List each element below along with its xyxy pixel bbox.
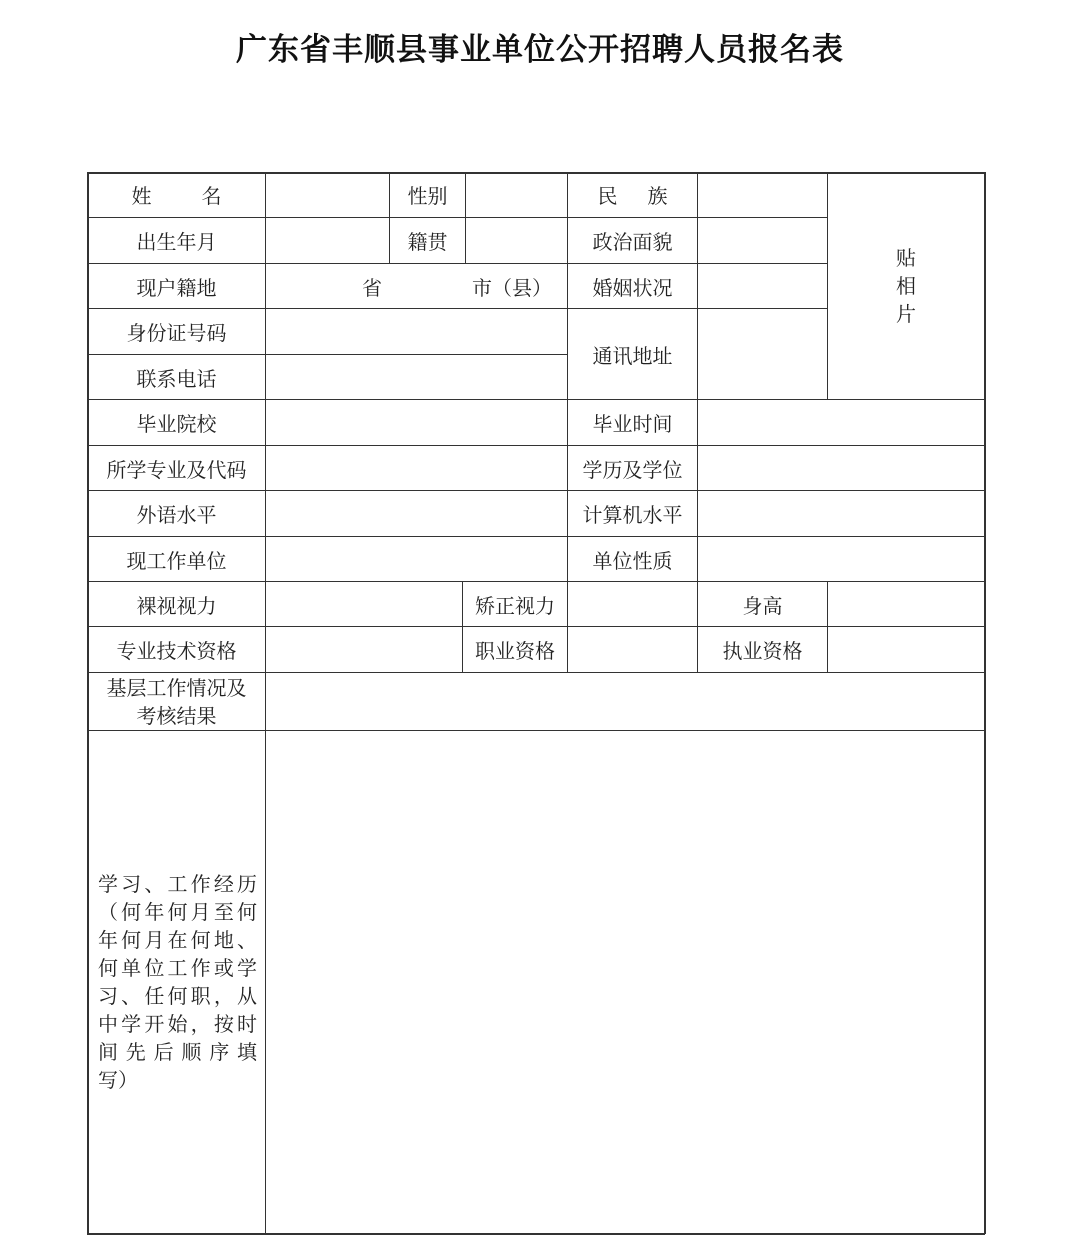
birth-label: 出生年月 [136, 230, 217, 254]
naked-vision-field[interactable] [266, 582, 462, 626]
history-line: 中学开始，按时 [98, 1012, 257, 1036]
history-line: 何单位工作或学 [98, 956, 257, 980]
native-place-field[interactable] [466, 218, 567, 263]
household-label: 现户籍地 [136, 275, 217, 300]
history-line: 学习、工作经历 [98, 872, 257, 896]
photo-label-3: 片 [896, 302, 916, 326]
grassroots-work-label [88, 673, 265, 730]
employer-field[interactable] [266, 537, 567, 581]
employer-label: 现工作单位 [126, 548, 227, 573]
degree-field[interactable] [698, 446, 984, 490]
major-field[interactable] [266, 446, 567, 490]
employer-type-label: 单位性质 [592, 548, 673, 573]
vocational-qualification-label: 职业资格 [475, 639, 555, 663]
graduation-time-label: 毕业时间 [592, 412, 673, 436]
height-field[interactable] [828, 582, 984, 626]
address-field[interactable] [698, 309, 827, 399]
corrected-vision-label: 矫正视力 [475, 593, 555, 618]
ethnicity-field[interactable] [698, 172, 827, 217]
employer-type-field[interactable] [698, 537, 984, 581]
grassroots-work-field[interactable] [266, 673, 984, 730]
marital-status-field[interactable] [698, 264, 827, 308]
photo-label-2: 相 [896, 274, 916, 298]
history-line: 习、任何职，从 [98, 984, 257, 1008]
computer-level-field[interactable] [698, 491, 984, 536]
vocational-qualification-field[interactable] [568, 627, 697, 672]
practice-qualification-label: 执业资格 [722, 639, 803, 663]
school-label: 毕业院校 [136, 412, 217, 436]
id-number-label: 身份证号码 [126, 321, 227, 345]
address-label: 通讯地址 [592, 343, 673, 368]
political-status-label: 政治面貌 [592, 230, 673, 254]
corrected-vision-field[interactable] [568, 582, 697, 626]
degree-label: 学历及学位 [582, 457, 683, 482]
height-label: 身高 [742, 593, 783, 618]
id-number-field[interactable] [266, 309, 567, 354]
name-label: 姓 名 [131, 184, 222, 208]
phone-field[interactable] [266, 355, 567, 399]
birth-field[interactable] [266, 218, 389, 263]
naked-vision-label: 裸视视力 [136, 593, 217, 618]
name-field[interactable] [266, 172, 389, 217]
photo-label-1: 贴 [896, 246, 916, 270]
history-line: 间先后顺序填 [98, 1040, 257, 1064]
foreign-language-label: 外语水平 [136, 503, 217, 527]
history-line: （何年何月至何 [98, 900, 257, 924]
marital-status-label: 婚姻状况 [592, 275, 673, 300]
graduation-time-field[interactable] [698, 400, 984, 445]
history-line: 年何月在何地、 [98, 928, 257, 952]
major-label: 所学专业及代码 [106, 457, 247, 482]
phone-label: 联系电话 [136, 366, 217, 391]
native-place-label: 籍贯 [407, 230, 448, 254]
province-label: 省 [362, 275, 382, 300]
school-field[interactable] [266, 400, 567, 445]
gender-field[interactable] [466, 172, 567, 217]
grassroots-label-line2: 考核结果 [136, 703, 217, 728]
grassroots-label-line1: 基层工作情况及 [106, 675, 247, 700]
photo-area[interactable] [828, 236, 984, 336]
tech-qualification-label: 专业技术资格 [116, 639, 237, 663]
foreign-language-field[interactable] [266, 491, 567, 536]
political-status-field[interactable] [698, 218, 827, 263]
household-field[interactable] [266, 264, 567, 308]
city-label: 市（县） [472, 275, 552, 300]
history-label [88, 731, 265, 1233]
ethnicity-label: 民 族 [597, 184, 668, 208]
computer-level-label: 计算机水平 [582, 503, 683, 527]
form-title: 广东省丰顺县事业单位公开招聘人员报名表 [236, 32, 844, 68]
history-line: 写） [98, 1068, 138, 1092]
practice-qualification-field[interactable] [828, 627, 984, 672]
tech-qualification-field[interactable] [266, 627, 462, 672]
gender-label: 性别 [407, 184, 448, 208]
history-field[interactable] [266, 731, 984, 1233]
